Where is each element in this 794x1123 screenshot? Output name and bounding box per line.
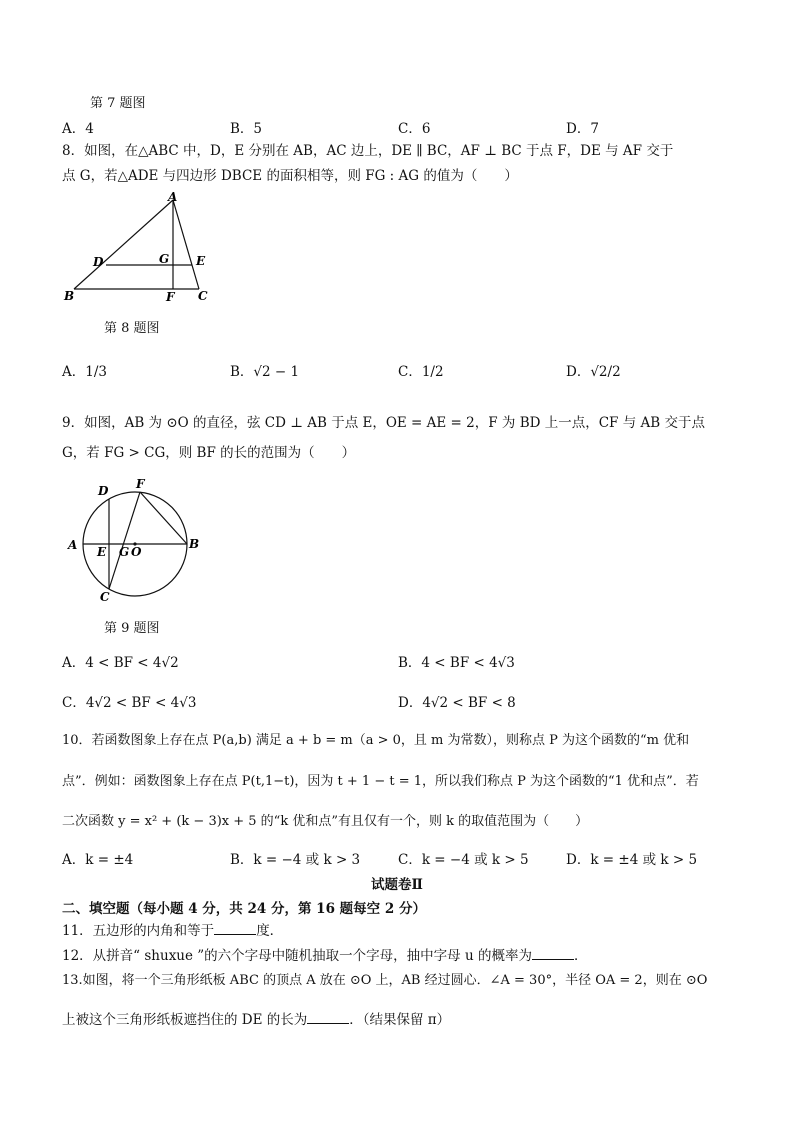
q9-label-b: B [189,537,200,551]
q8-segment-ac [173,200,199,289]
q10-text-line2: 点”．例如：函数图象上存在点 P(t,1−t)，因为 t + 1 − t = 1，所以我们称点 P 为这个函数的“1 优和点”．若 [62,774,699,789]
q9-option-a: A．4 < BF < 4√2 [62,655,179,671]
q11-text: 11．五边形的内角和等于 [62,923,215,939]
q9-figure [60,472,210,607]
q12-answer-blank[interactable] [532,947,574,960]
q10-option-b: B．k = −4 或 k > 3 [230,852,361,868]
q10-text-line3: 二次函数 y = x² + (k − 3)x + 5 的“k 优和点”有且仅有一个，则 k 的取值范围为（ ） [62,814,589,829]
q12-text-end: ． [573,948,588,964]
q8-segment-ab [74,200,173,289]
q7-option-c: C．6 [398,121,431,137]
q7-option-d: D．7 [566,121,599,137]
q10-text-line1: 10．若函数图象上存在点 P(a,b) 满足 a + b = m（a > 0，且 m 为常数），则称点 P 为这个函数的“m 优和 [62,733,690,748]
section-heading: 二、填空题（每小题 4 分，共 24 分，第 16 题每空 2 分） [62,901,426,917]
q8-label-c: C [198,289,208,303]
q9-text-line1: 9．如图，AB 为 ⊙O 的直径，弦 CD ⊥ AB 于点 E，OE = AE = 2，F 为 BD 上一点，CF 与 AB 交于点 [62,415,705,431]
q9-label-d: D [98,484,109,498]
q8-text-line1: 8．如图，在△ABC 中，D，E 分别在 AB，AC 边上，DE ∥ BC，AF ⊥ BC 于点 F，DE 与 AF 交于 [62,143,674,159]
q8-text-line2: 点 G，若△ADE 与四边形 DBCE 的面积相等，则 FG : AG 的值为（ ） [62,168,518,184]
q9-label-o: O [131,545,142,559]
q7-caption: 第 7 题图 [90,96,146,111]
q10-option-a: A．k = ±4 [62,852,134,868]
q8-label-b: B [64,289,75,303]
q13-text-line1: 13.如图，将一个三角形纸板 ABC 的顶点 A 放在 ⊙O 上，AB 经过圆心．∠A = 30°，半径 OA = 2，则在 ⊙O [62,973,708,988]
q7-option-a: A．4 [62,121,94,137]
q9-label-a: A [68,538,78,552]
q9-option-b: B．4 < BF < 4√3 [398,655,515,671]
q12-line [62,946,587,966]
q8-caption: 第 8 题图 [104,321,160,336]
q9-label-f: F [136,477,145,491]
q9-option-c: C．4√2 < BF < 4√3 [62,695,197,711]
q8-figure [60,190,220,305]
q9-segment-cf [109,492,140,589]
q9-label-e: E [97,545,107,559]
q8-label-a: A [168,190,178,204]
q11-text-end: 度． [256,923,284,939]
section-title: 试题卷Ⅱ [371,877,423,893]
q9-option-d: D．4√2 < BF < 8 [398,695,516,711]
q8-label-f: F [166,290,175,304]
q8-option-a: A．1/3 [62,364,107,380]
q10-option-d: D．k = ±4 或 k > 5 [566,852,698,868]
q13-answer-blank[interactable] [307,1011,349,1024]
q10-option-c: C．k = −4 或 k > 5 [398,852,529,868]
q11-line [62,921,283,941]
q8-option-c: C．1/2 [398,364,444,380]
q9-text-line2: G，若 FG > CG，则 BF 的长的范围为（ ） [62,445,356,461]
q9-label-c: C [100,590,110,604]
q9-label-g: G [119,545,130,559]
q11-answer-blank[interactable] [214,922,256,935]
q13-line2 [62,1010,450,1030]
q9-caption: 第 9 题图 [104,621,160,636]
q8-label-g: G [159,252,170,266]
q7-option-b: B．5 [230,121,263,137]
q13-text: 上被这个三角形纸板遮挡住的 DE 的长为 [62,1012,308,1028]
q8-option-b: B．√2 − 1 [230,364,300,380]
q13-text-end: ．（结果保留 π） [349,1012,451,1028]
q12-text: 12．从拼音“ shuxue ”的六个字母中随机抽取一个字母，抽中字母 u 的概率为 [62,948,532,964]
q8-label-d: D [93,255,104,269]
q8-option-d: D．√2/2 [566,364,621,380]
q8-label-e: E [196,254,206,268]
